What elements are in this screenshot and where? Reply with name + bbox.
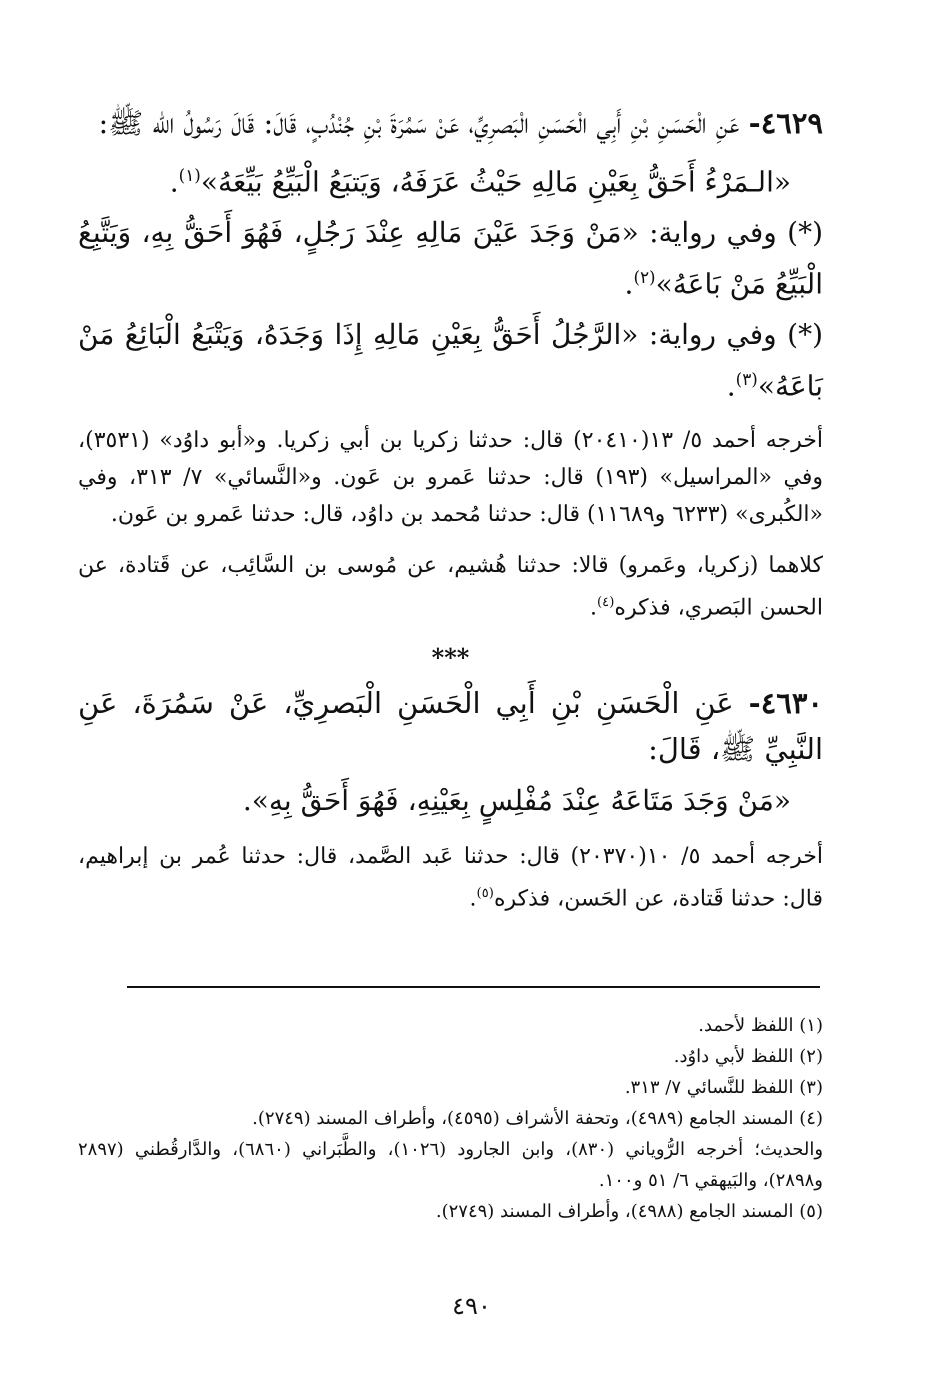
footnote-ref: (٥) <box>476 886 494 902</box>
hadith-4630-matn: «مَنْ وَجَدَ مَتَاعَهُ عِنْدَ مُفْلِسٍ بِعَيْنِهِ، فَهُوَ أَحَقُّ بِهِ». <box>242 784 791 818</box>
isnad-text: عَنِ الْحَسَنِ بْنِ أَبِي الْحَسَنِ الْبَصرِيِّ، عَنْ سَمُرَةَ بْنِ جُنْدُبٍ، قَالَ: قَالَ رَسُولُ الله ﷺ: <box>98 106 740 140</box>
riwaya-text: (*) وفي رواية: «مَنْ وَجَدَ عَيْنَ مَالِهِ عِنْدَ رَجُلٍ، فَهُوَ أَحَقُّ بِهِ، وَيَتَّبِعُ الْبَيِّعُ مَنْ بَاعَهُ» <box>78 216 823 301</box>
footnote-2: (٢) اللفظ لأبي داوُد. <box>673 1046 823 1067</box>
section-separator: *** <box>431 643 470 673</box>
riwaya-2: (*) وفي رواية: «الرَّجُلُ أَحَقُّ بِعَيْنِ مَالِهِ إِذَا وَجَدَهُ، وَيَتْبَعُ الْبَائِعُ مَنْ بَاعَهُ»$^{(٣)}$. <box>78 317 823 402</box>
main-text <box>78 100 823 918</box>
isnad-text: عَنِ الْحَسَنِ بْنِ أَبِي الْحَسَنِ الْبَصرِيِّ، عَنْ سَمُرَةَ، عَنِ النَّبِيِّ ﷺ، قَالَ: <box>78 686 823 767</box>
hadith-4629-matn: «الـمَرْءُ أَحَقُّ بِعَيْنِ مَالِهِ حَيْثُ عَرَفَهُ، وَيَتبَعُ الْبَيِّعُ بَيِّعَهُ»$^{(١)}$. <box>169 165 791 199</box>
takhrij-2: كلاهما (زكريا، وعَمرو) قالا: حدثنا هُشيم، عن مُوسى بن السَّائِب، عن قَتادة، عن الحسن البَصري، فذكره$^{(٤)}$. <box>78 552 823 621</box>
footnote-ref: (١) <box>178 165 201 185</box>
riwaya-1: (*) وفي رواية: «مَنْ وَجَدَ عَيْنَ مَالِهِ عِنْدَ رَجُلٍ، فَهُوَ أَحَقُّ بِهِ، وَيَتَّبِعُ الْبَيِّعُ مَنْ بَاعَهُ»$^{(٢)}$. <box>78 216 823 301</box>
footnote-3: (٣) اللفظ للنَّسائي ٧/ ٣١٣. <box>624 1077 823 1098</box>
footnote-ref: (٤) <box>597 594 615 610</box>
hadith-number: ٤٦٢٩- <box>748 106 823 140</box>
hadith-4629-isnad <box>78 100 823 146</box>
footnote-ref: (٢) <box>633 267 656 288</box>
takhrij-text: أخرجه أحمد ٥/ ١٠(٢٠٣٧٠) قال: حدثنا عَبد الصَّمد، قال: حدثنا عُمر بن إبراهيم، قال: حدثنا قَتادة، عن الحَسن، فذكره <box>78 844 823 912</box>
footnote-1: (١) اللفظ لأحمد. <box>698 1015 823 1036</box>
page-number: ٤٩٠ <box>452 1292 491 1320</box>
footnote-5: (٥) المسند الجامع (٤٩٨٨)، وأطراف المسند (٢٧٤٩). <box>435 1201 823 1222</box>
footnote-4-continued: والحديث؛ أخرجه الرُّوياني (٨٣٠)، وابن الجارود (١٠٢٦)، والطَّبَراني (٦٨٦٠)، والدَّارقُطني (٢٨٩٧ و٢٨٩٨)، والبَيهقي ٦/ ٥١ و١٠٠. <box>78 1139 824 1191</box>
footnote-divider <box>127 986 820 988</box>
footnotes <box>78 1010 823 1227</box>
takhrij-3: أخرجه أحمد ٥/ ١٠(٢٠٣٧٠) قال: حدثنا عَبد الصَّمد، قال: حدثنا عُمر بن إبراهيم، قال: حدثنا قَتادة، عن الحَسن، فذكره$^{(٥)}$. <box>78 844 823 912</box>
takhrij-1: أخرجه أحمد ٥/ ١٣(٢٠٤١٠) قال: حدثنا زكريا بن أبي زكريا. و«أبو داوُد» (٣٥٣١)، وفي «المراسيل» (١٩٣) قال: حدثنا عَمرو بن عَون. و«النَّسائي» ٧/ ٣١٣، وفي «الكُبرى» (٦٢٣٣ و١١٦٨٩) قال: حدثنا مُحمد بن داوُد، قال: حدثنا عَمرو بن عَون. <box>78 427 824 527</box>
hadith-4630-isnad <box>78 680 823 772</box>
riwaya-text: (*) وفي رواية: «الرَّجُلُ أَحَقُّ بِعَيْنِ مَالِهِ إِذَا وَجَدَهُ، وَيَتْبَعُ الْبَائِعُ مَنْ بَاعَهُ» <box>78 317 823 402</box>
hadith-number: ٤٦٣٠- <box>748 686 824 721</box>
matn-text: «الـمَرْءُ أَحَقُّ بِعَيْنِ مَالِهِ حَيْثُ عَرَفَهُ، وَيَتبَعُ الْبَيِّعُ بَيِّعَهُ» <box>200 165 791 199</box>
footnote-4: (٤) المسند الجامع (٤٩٨٩)، وتحفة الأشراف (٤٥٩٥)، وأطراف المسند (٢٧٤٩). <box>252 1108 823 1129</box>
footnote-ref: (٣) <box>735 368 758 389</box>
takhrij-text: كلاهما (زكريا، وعَمرو) قالا: حدثنا هُشيم، عن مُوسى بن السَّائِب، عن قَتادة، عن الحسن البَصري، فذكره <box>78 552 823 621</box>
